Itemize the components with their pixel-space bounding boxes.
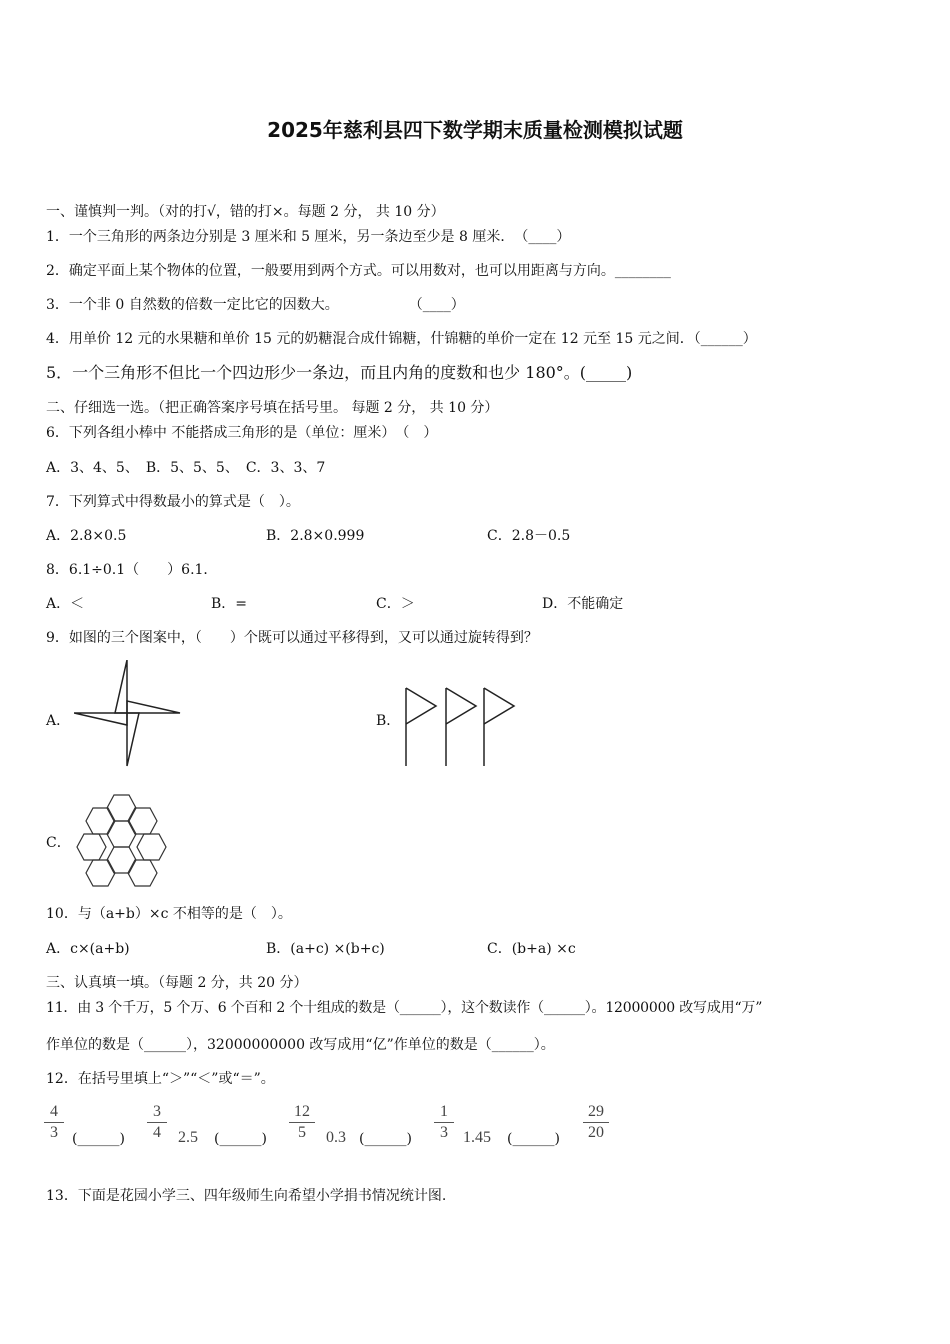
question-7-option-a: A．2.8×0.5 (46, 528, 127, 544)
question-13: 13．下面是花园小学三、四年级师生向希望小学捐书情况统计图. (46, 1188, 447, 1204)
compare-blank-3[interactable]: (______) (359, 1131, 412, 1147)
fraction-1-3: 1 3 (434, 1103, 454, 1142)
hexagon-honeycomb-figure (74, 792, 168, 888)
question-8-option-a: A．＜ (46, 596, 85, 612)
value-0-3: 0.3 (326, 1129, 346, 1146)
question-9-option-b: B． (376, 713, 401, 729)
question-6-options: A．3、4、5、 B．5、5、5、 C．3、3、7 (46, 460, 326, 476)
fraction-12-5: 12 5 (289, 1103, 315, 1142)
question-7: 7．下列算式中得数最小的算式是（ ）。 (46, 494, 300, 510)
compare-blank-2[interactable]: (______) (214, 1131, 267, 1147)
question-8-option-d: D．不能确定 (542, 596, 624, 612)
pinwheel-figure (74, 660, 184, 768)
question-5: 5．一个三角形不但比一个四边形少一条边，而且内角的度数和也少 180°。(_____) (46, 363, 633, 382)
question-10-option-a: A．c×(a+b) (46, 941, 130, 957)
question-11-line-2: 作单位的数是（______），32000000000 改写成用“亿”作单位的数是（______）。 (46, 1037, 555, 1053)
value-1-45: 1.45 (463, 1129, 491, 1146)
question-7-option-b: B．2.8×0.999 (266, 528, 365, 544)
question-8-option-b: B．= (211, 596, 248, 612)
value-2-5: 2.5 (178, 1129, 198, 1146)
section-2-heading: 二、仔细选一选。（把正确答案序号填在括号里。 每题 2 分， 共 10 分） (46, 400, 499, 416)
question-10-option-b: B．(a+c) ×(b+c) (266, 941, 385, 957)
compare-blank-1[interactable]: (______) (72, 1131, 125, 1147)
question-4: 4．用单价 12 元的水果糖和单价 15 元的奶糖混合成什锦糖，什锦糖的单价一定在 12 元至 15 元之间．（______） (46, 331, 757, 347)
question-2: 2．确定平面上某个物体的位置，一般要用到两个方式。可以用数对，也可以用距离与方向。________ (46, 263, 671, 279)
fraction-29-20: 29 20 (583, 1103, 609, 1142)
question-1: 1．一个三角形的两条边分别是 3 厘米和 5 厘米，另一条边至少是 8 厘米． （____） (46, 229, 571, 245)
compare-blank-4[interactable]: (______) (507, 1131, 560, 1147)
question-9-option-a: A． (46, 713, 71, 729)
question-8: 8．6.1÷0.1（ ）6.1． (46, 562, 218, 578)
question-11-line-1: 11．由 3 个千万，5 个万、6 个百和 2 个十组成的数是（______），这个数读作（______）。12000000 改写成用“万” (46, 1000, 763, 1016)
question-9: 9．如图的三个图案中，（ ）个既可以通过平移得到，又可以通过旋转得到？ (46, 630, 538, 646)
question-12: 12．在括号里填上“＞”“＜”或“＝”。 (46, 1071, 275, 1087)
question-10-option-c: C．(b+a) ×c (487, 941, 576, 957)
fraction-3-4: 3 4 (147, 1103, 167, 1142)
question-8-option-c: C．＞ (376, 596, 415, 612)
question-7-option-c: C．2.8－0.5 (487, 528, 571, 544)
question-6: 6．下列各组小棒中 不能搭成三角形的是（单位：厘米） （ ） (46, 425, 438, 441)
question-3: 3．一个非 0 自然数的倍数一定比它的因数大。 （____） (46, 297, 465, 313)
question-9-option-c: C． (46, 835, 71, 851)
three-flags-figure (402, 686, 518, 768)
section-3-heading: 三、认真填一填。（每题 2 分，共 20 分） (46, 975, 308, 991)
section-1-heading: 一、谨慎判一判。（对的打√，错的打×。每题 2 分， 共 10 分） (46, 204, 445, 220)
page-title: 2025年慈利县四下数学期末质量检测模拟试题 (267, 118, 683, 142)
fraction-4-3: 4 3 (44, 1103, 64, 1142)
question-10: 10．与（a+b）×c 不相等的是（ ）。 (46, 906, 292, 922)
